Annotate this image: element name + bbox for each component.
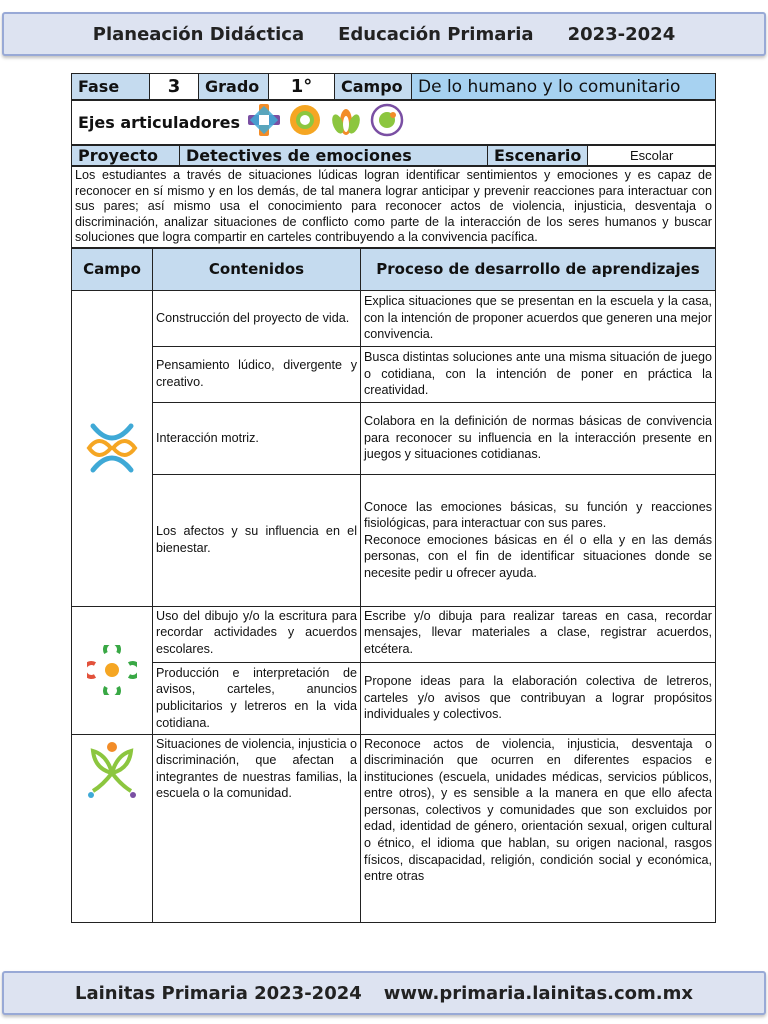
table-row — [72, 474, 716, 606]
fase-label: Fase — [72, 74, 150, 100]
planning-sheet — [71, 73, 716, 923]
proyecto-value: Detectives de emociones — [180, 146, 488, 166]
contenido-cell: Situaciones de violencia, injusticia o discriminación, que afectan a integrantes de nuestras familias, la escuela o la comunidad. — [153, 734, 361, 922]
bottom-banner — [2, 971, 766, 1015]
project-description: Los estudiantes a través de situaciones lúdicas logran identificar sentimientos y emociones y es capaz de reconocer en sí mismo y en los demás, de tal manera lograr anticipar y prevenir reacciones para interactuar con sus pares; así mismo usa el conocimiento para reconocer actos de violencia, injusticia, desventaja o discriminación, analizar situaciones de conflicto como parte de la interacción de los seres humanos y buscar soluciones que logra compartir en carteles contribuyendo a la convivencia pacífica. — [72, 167, 716, 248]
proceso-cell: Propone ideas para la elaboración colectiva de letreros, carteles y/o avisos que contribuyan a lograr propósitos individuales y colectivos. — [361, 662, 716, 734]
col-proceso-header: Proceso de desarrollo de aprendizajes — [361, 248, 716, 290]
col-campo-header: Campo — [72, 248, 153, 290]
ejes-label: Ejes articuladores — [78, 113, 241, 132]
description-table — [71, 166, 716, 248]
ejes-pensamiento-critico-icon — [288, 103, 322, 142]
ejes-inclusion-icon — [246, 102, 282, 143]
header-table — [71, 73, 716, 100]
table-row — [72, 606, 716, 662]
table-row — [72, 402, 716, 474]
contenido-cell: Construcción del proyecto de vida. — [153, 290, 361, 346]
contenido-cell: Producción e interpretación de avisos, carteles, anuncios publicitarios y letreros en la vida cotidiana. — [153, 662, 361, 734]
ejes-vida-saludable-icon — [370, 103, 404, 142]
col-contenidos-header: Contenidos — [153, 248, 361, 290]
proceso-paragraph: Conoce las emociones básicas, su función y reacciones fisiológicas, para interactuar con sus pares. — [364, 499, 712, 531]
table-row — [72, 662, 716, 734]
learning-table — [71, 248, 716, 923]
grado-label: Grado — [199, 74, 269, 100]
ejes-table — [71, 100, 716, 145]
ejes-interculturalidad-icon — [328, 102, 364, 143]
banner-level: Educación Primaria — [338, 23, 534, 45]
top-banner — [2, 12, 766, 56]
table-row — [72, 290, 716, 346]
escenario-label: Escenario — [488, 146, 588, 166]
contenido-cell: Los afectos y su influencia en el bienestar. — [153, 474, 361, 606]
campo-humano-comunitario-icon — [72, 290, 153, 606]
contenido-cell: Pensamiento lúdico, divergente y creativo. — [153, 346, 361, 402]
proceso-cell: Escribe y/o dibuja para realizar tareas en casa, recordar mensajes, llevar materiales a clase, registrar acuerdos, etcétera. — [361, 606, 716, 662]
campo-etica-naturaleza-icon — [72, 734, 153, 922]
proceso-cell: Busca distintas soluciones ante una misma situación de juego o cotidiana, con la intención de poner en práctica la creatividad. — [361, 346, 716, 402]
footer-school: Lainitas Primaria 2023-2024 — [75, 982, 362, 1004]
contenido-cell: Interacción motriz. — [153, 402, 361, 474]
proceso-paragraph: Reconoce emociones básicas en él o ella y en las demás personas, con el fin de identificar situaciones donde se necesite pedir u ofrecer ayuda. — [364, 532, 712, 580]
banner-title: Planeación Didáctica — [92, 23, 305, 45]
proceso-cell: Reconoce actos de violencia, injusticia, desventaja o discriminación que ocurren en diferentes espacios e instituciones (escuela, unidades médicas, servicios públicos, entre otros), y es sensible a la manera en que ello afecta personas, colectivos y comunidades que son excluidos por edad, identidad de género, orientación sexual, origen cultural o étnico, el idioma que hablan, su origen nacional, rasgos físicos, discapacidad, religión, condición social y económica, entre otras — [361, 734, 716, 922]
proyecto-table — [71, 145, 716, 166]
campo-value: De lo humano y lo comunitario — [412, 74, 716, 100]
table-row — [72, 734, 716, 922]
proceso-cell — [361, 474, 716, 606]
ejes-row — [72, 101, 716, 145]
proceso-cell: Colabora en la definición de normas básicas de convivencia para reconocer su influencia en la interacción presente en juegos y situaciones cotidianas. — [361, 402, 716, 474]
escenario-value: Escolar — [588, 146, 716, 166]
footer-website: www.primaria.lainitas.com.mx — [383, 982, 693, 1004]
proyecto-label: Proyecto — [72, 146, 180, 166]
fase-value: 3 — [150, 74, 199, 100]
table-row — [72, 346, 716, 402]
contenido-cell: Uso del dibujo y/o la escritura para recordar actividades y acuerdos escolares. — [153, 606, 361, 662]
campo-lenguajes-icon — [72, 606, 153, 734]
grado-value: 1° — [269, 74, 335, 100]
banner-year: 2023-2024 — [567, 23, 676, 45]
campo-label: Campo — [335, 74, 412, 100]
proceso-cell: Explica situaciones que se presentan en la escuela y la casa, con la intención de proponer acuerdos que generen una mejor convivencia. — [361, 290, 716, 346]
